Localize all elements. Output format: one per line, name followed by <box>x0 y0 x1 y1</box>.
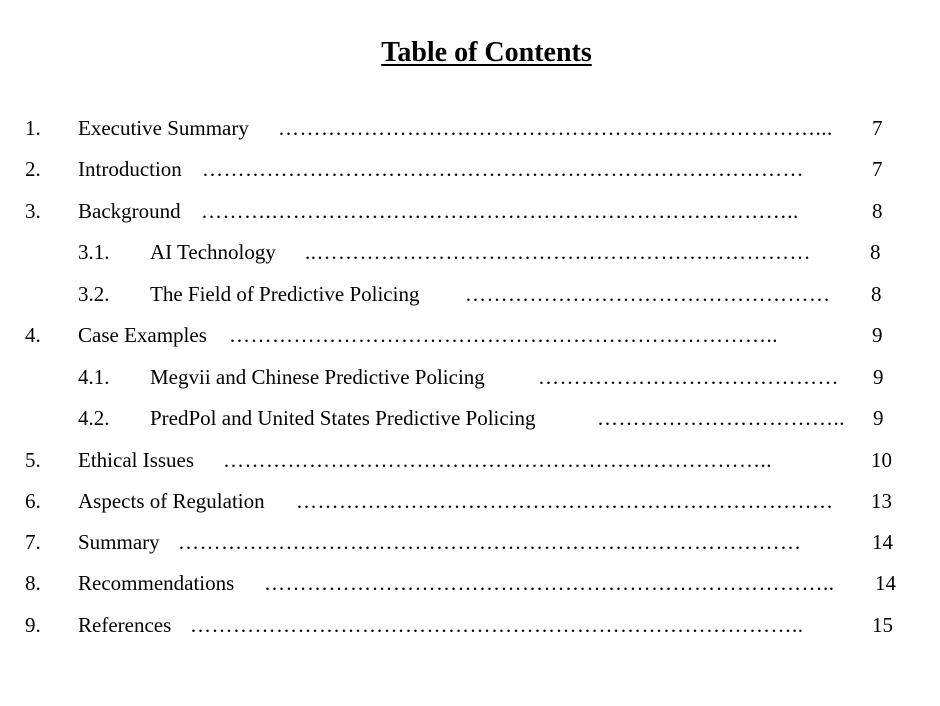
toc-entry-number: 7. <box>25 530 41 554</box>
toc-entry-page: 7 <box>872 116 883 140</box>
toc-entry-title: Executive Summary <box>78 116 249 140</box>
toc-dot-leader: ………………………………………………………………………….. <box>190 613 804 637</box>
toc-entry-number: 2. <box>25 157 41 181</box>
toc-entry-page: 15 <box>872 613 893 637</box>
toc-entry-page: 13 <box>871 489 892 513</box>
toc-entry-title: Ethical Issues <box>78 448 195 472</box>
toc-entry-title: PredPol and United States Predictive Policing <box>150 406 536 430</box>
toc-entry-title: References <box>78 613 172 637</box>
toc-entry-number: 4. <box>25 323 41 347</box>
toc-entry-title: Summary <box>78 530 160 554</box>
toc-dot-leader: ..…………………………………………………………… <box>305 240 811 264</box>
toc-entry-page: 9 <box>873 365 884 389</box>
toc-entry-page: 8 <box>870 240 881 264</box>
toc-dot-leader: ………………………………………………………………….. <box>229 323 778 347</box>
toc-entry-number: 4.2. <box>78 406 110 430</box>
toc-dot-leader: …………………………………………… <box>465 282 831 306</box>
toc-entry-page: 14 <box>875 571 896 595</box>
toc-entry-title: Introduction <box>78 157 182 181</box>
toc-entry-page: 14 <box>872 530 893 554</box>
toc-entry-number: 5. <box>25 448 41 472</box>
toc-entry-page: 8 <box>872 199 883 223</box>
toc-entry-title: AI Technology <box>150 240 276 264</box>
toc-entry-page: 9 <box>873 406 884 430</box>
toc-entry-page: 10 <box>871 448 892 472</box>
toc-dot-leader: …………………………………………………………………………… <box>178 530 802 554</box>
toc-entry-title: Megvii and Chinese Predictive Policing <box>150 365 485 389</box>
toc-entry-title: Aspects of Regulation <box>78 489 265 513</box>
toc-entry-title: Case Examples <box>78 323 207 347</box>
toc-entry-number: 3.2. <box>78 282 110 306</box>
toc-dot-leader: ………………………………………………………………………… <box>202 157 804 181</box>
toc-dot-leader: …………………………………………………………………….. <box>264 571 835 595</box>
toc-entry-page: 8 <box>871 282 882 306</box>
toc-dot-leader: …………………………….. <box>597 406 845 430</box>
toc-entry-number: 4.1. <box>78 365 110 389</box>
toc-entry-number: 3. <box>25 199 41 223</box>
toc-entry-page: 9 <box>872 323 883 347</box>
toc-entry-number: 8. <box>25 571 41 595</box>
toc-dot-leader: …………………………………………………………………... <box>278 116 833 140</box>
page-title: Table of Contents <box>381 37 592 68</box>
toc-entry-title: Recommendations <box>78 571 235 595</box>
toc-dot-leader: ……….……………………………………………………………….. <box>201 199 799 223</box>
toc-entry-title: The Field of Predictive Policing <box>150 282 420 306</box>
toc-entry-number: 3.1. <box>78 240 110 264</box>
toc-entry-title: Background <box>78 199 181 223</box>
toc-entry-page: 7 <box>872 157 883 181</box>
toc-entry-number: 6. <box>25 489 41 513</box>
toc-dot-leader: ………………………………………………………………… <box>296 489 834 513</box>
toc-entry-number: 1. <box>25 116 41 140</box>
toc-dot-leader: ………………………………………………………………….. <box>223 448 772 472</box>
toc-entry-number: 9. <box>25 613 41 637</box>
toc-dot-leader: …………………………………… <box>538 365 839 389</box>
